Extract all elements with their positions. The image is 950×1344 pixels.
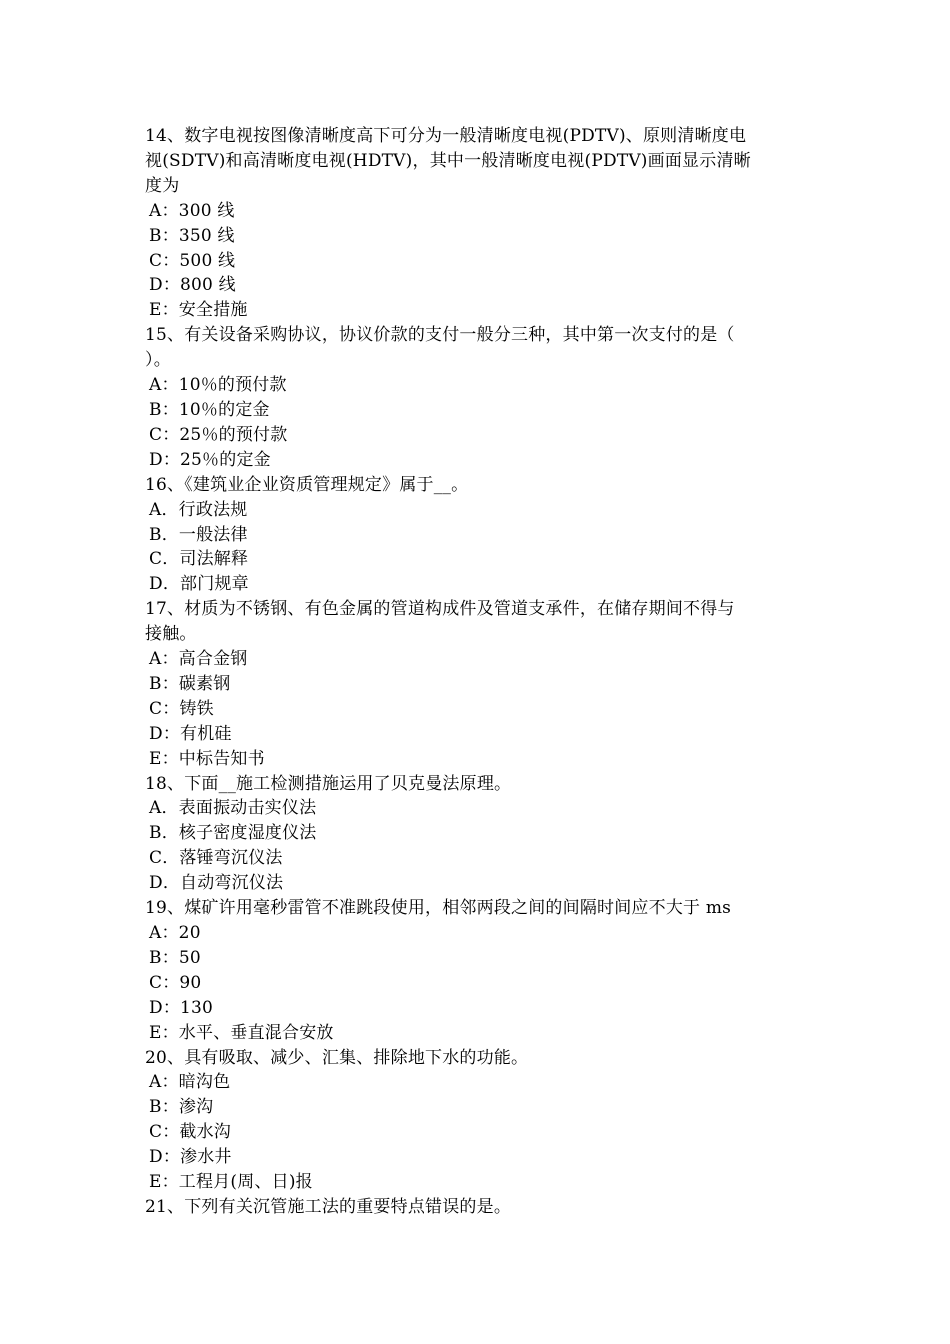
question-title-line: 21、下列有关沉管施工法的重要特点错误的是。 xyxy=(145,1196,512,1217)
option-b: B：350 线 xyxy=(149,225,235,246)
option-a: A：20 xyxy=(149,923,201,943)
question-title-line: 17、材质为不锈钢、有色金属的管道构成件及管道支承件，在储存期间不得与 xyxy=(145,599,735,620)
option-d: D．自动弯沉仪法 xyxy=(149,873,284,894)
option-a: A：300 线 xyxy=(149,200,235,221)
option-a: A．表面振动击实仪法 xyxy=(149,798,317,819)
option-b: B：碳素钢 xyxy=(149,673,231,694)
option-c: C．落锤弯沉仪法 xyxy=(149,848,283,869)
option-d: D：有机硅 xyxy=(149,723,232,744)
option-b: B：10％的定金 xyxy=(149,399,270,420)
option-c: C：500 线 xyxy=(149,250,236,271)
option-b: B．核子密度湿度仪法 xyxy=(149,823,317,844)
option-a: A：10％的预付款 xyxy=(149,375,287,396)
option-c: C：90 xyxy=(149,972,202,993)
document-page xyxy=(145,124,810,1220)
question-title-line: 接触。 xyxy=(145,624,197,645)
question-title-line: 视(SDTV)和高清晰度电视(HDTV)，其中一般清晰度电视(PDTV)画面显示清晰 xyxy=(145,150,751,171)
question-title-line: 16、《建筑业企业资质管理规定》属于__。 xyxy=(145,474,469,495)
option-d: D．部门规章 xyxy=(149,574,249,595)
question-title-line: 18、下面__施工检测措施运用了贝克曼法原理。 xyxy=(145,773,512,794)
option-c: C：25％的预付款 xyxy=(149,424,288,445)
option-b: B：50 xyxy=(149,947,201,968)
question-20 xyxy=(145,1046,810,1195)
option-c: C：铸铁 xyxy=(149,698,214,719)
question-title-line: ）。 xyxy=(145,350,171,371)
question-16 xyxy=(145,473,810,598)
question-title-line: 度为 xyxy=(145,175,180,196)
option-e: E：安全措施 xyxy=(149,300,248,321)
question-18 xyxy=(145,772,810,897)
option-e: E：工程月(周、日)报 xyxy=(149,1172,313,1193)
option-c: C．司法解释 xyxy=(149,549,249,570)
question-15 xyxy=(145,323,810,472)
option-a: A．行政法规 xyxy=(149,499,248,520)
question-21 xyxy=(145,1195,810,1220)
question-title-line: 15、有关设备采购协议，协议价款的支付一般分三种，其中第一次支付的是（ xyxy=(145,325,735,346)
option-d: D：130 xyxy=(149,997,214,1018)
question-title-line: 14、数字电视按图像清晰度高下可分为一般清晰度电视(PDTV)、原则清晰度电 xyxy=(145,126,747,146)
option-a: A：暗沟色 xyxy=(149,1072,231,1093)
question-title-line: 19、煤矿许用毫秒雷管不准跳段使用，相邻两段之间的间隔时间应不大于 ms xyxy=(145,898,732,919)
option-b: B：渗沟 xyxy=(149,1097,214,1118)
option-c: C：截水沟 xyxy=(149,1122,232,1143)
option-d: D：25％的定金 xyxy=(149,449,271,470)
option-a: A：高合金钢 xyxy=(149,649,248,670)
option-b: B．一般法律 xyxy=(149,524,248,545)
option-d: D：渗水井 xyxy=(149,1147,232,1168)
option-d: D：800 线 xyxy=(149,275,236,296)
question-19 xyxy=(145,896,810,1045)
option-e: E：水平、垂直混合安放 xyxy=(149,1022,334,1043)
option-e: E：中标告知书 xyxy=(149,748,265,769)
question-17 xyxy=(145,597,810,771)
question-title-line: 20、具有吸取、减少、汇集、排除地下水的功能。 xyxy=(145,1047,529,1068)
question-14 xyxy=(145,124,810,323)
